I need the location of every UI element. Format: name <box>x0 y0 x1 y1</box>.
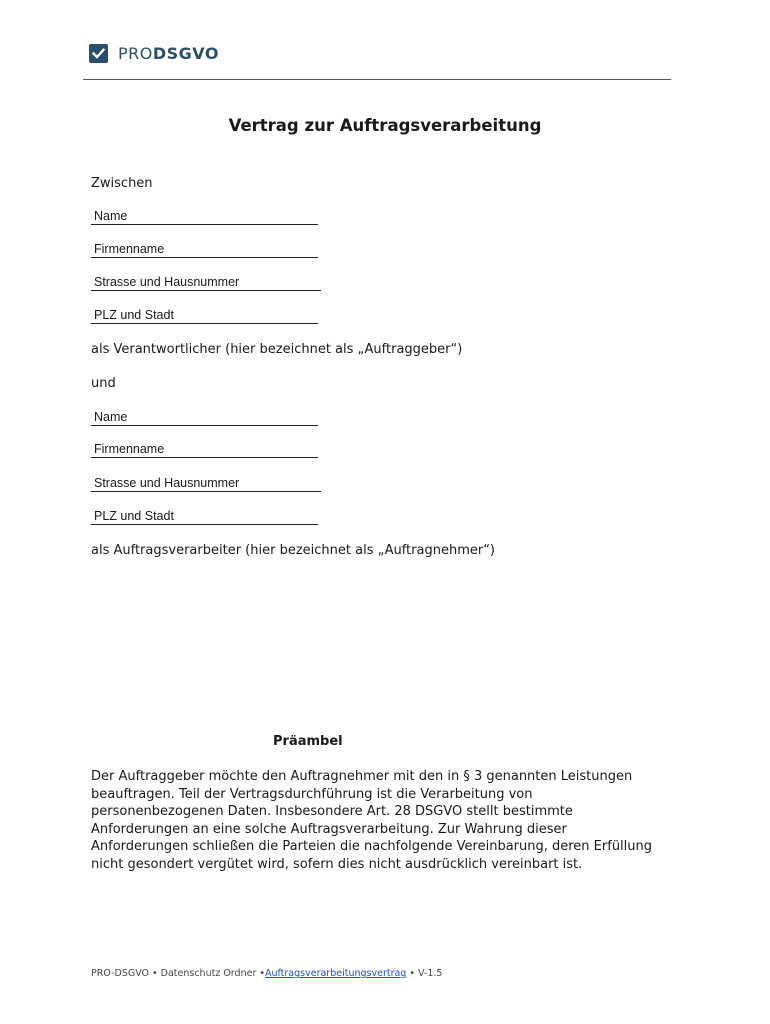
footer-link[interactable]: Auftragsverarbeitungsvertrag <box>264 968 407 979</box>
preamble-line: Der Auftraggeber möchte den Auftragnehmer mit den in § 3 genannten Leistungen <box>91 769 633 784</box>
logo-wordmark <box>118 43 219 63</box>
preamble-body <box>91 768 681 873</box>
party2-street-field[interactable]: Strasse und Hausnummer <box>91 475 321 492</box>
preamble-line: Anforderungen schließen die Parteien die nachfolgende Vereinbarung, deren Erfüllung <box>91 839 653 854</box>
logo-text-bold: DSGVO <box>152 43 219 63</box>
page-footer <box>91 968 442 979</box>
preamble-line: Anforderungen an eine solche Auftragsverarbeitung. Zur Wahrung dieser <box>91 821 567 837</box>
preamble-line: nicht gesondert vergütet wird, sofern dies nicht ausdrücklich vereinbart ist. <box>91 856 583 872</box>
checkmark-box-icon <box>89 44 108 63</box>
party2-company-field[interactable]: Firmenname <box>91 441 318 458</box>
party1-company-field[interactable]: Firmenname <box>91 241 318 258</box>
preamble-heading: Präambel <box>273 734 343 749</box>
footer-suffix: • V-1.5 <box>406 968 443 979</box>
between-label: Zwischen <box>91 176 153 191</box>
party1-city-field[interactable]: PLZ und Stadt <box>91 307 318 324</box>
party2-role-text: als Auftragsverarbeiter (hier bezeichnet als „Auftragnehmer“) <box>91 543 496 558</box>
party1-name-field[interactable]: Name <box>91 208 318 225</box>
party1-street-field[interactable]: Strasse und Hausnummer <box>91 274 321 291</box>
party2-name-field[interactable]: Name <box>91 409 318 426</box>
and-label: und <box>91 376 116 391</box>
party1-role-text: als Verantwortlicher (hier bezeichnet als „Auftraggeber“) <box>91 342 463 357</box>
prodsgvo-logo <box>89 44 219 63</box>
footer-prefix: PRO-DSGVO • Datenschutz Ordner • <box>91 968 265 979</box>
logo-text-light: PRO <box>118 43 153 63</box>
preamble-line: beauftragen. Teil der Vertragsdurchführung ist die Verarbeitung von <box>91 786 533 802</box>
header-divider <box>83 79 671 80</box>
document-title: Vertrag zur Auftragsverarbeitung <box>228 116 542 135</box>
preamble-line: personenbezogenen Daten. Insbesondere Art. 28 DSGVO stellt bestimmte <box>91 804 573 819</box>
party2-city-field[interactable]: PLZ und Stadt <box>91 508 318 525</box>
